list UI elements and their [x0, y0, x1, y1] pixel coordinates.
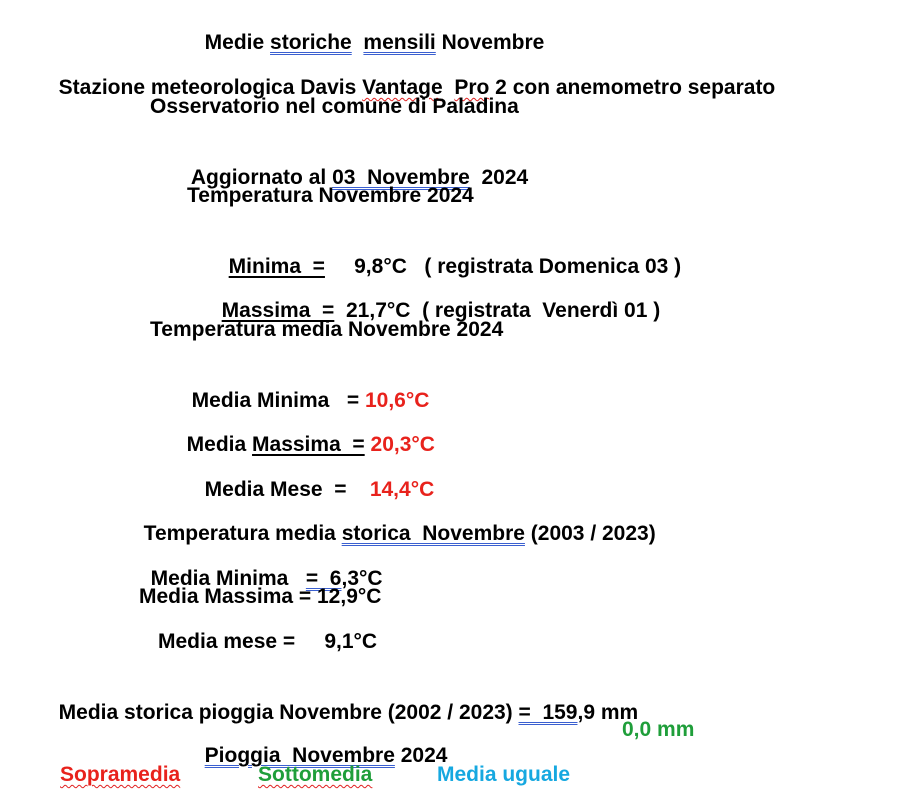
legend-equal-average: Media uguale — [437, 763, 571, 786]
station-suffix: 2 con anemometro separato — [489, 76, 776, 99]
current-avg-max-value: 20,3°C — [364, 433, 435, 456]
historical-max-line: Media Massima = 12,9°C — [139, 585, 382, 608]
current-rain-label: Pioggia Novembre — [204, 744, 395, 767]
station-vantage: Vantage — [362, 76, 443, 99]
station-pro: Pro — [454, 76, 490, 99]
current-avg-min-label: Media Minima = — [191, 389, 365, 412]
current-temp-heading: Temperatura Novembre 2024 — [187, 184, 474, 207]
title-mensili: mensili — [363, 31, 436, 54]
current-min-value: 9,8°C ( registrata Domenica 03 ) — [324, 255, 682, 278]
current-avg-month-label: Media Mese = — [204, 478, 370, 501]
historical-month-line: Media mese = 9,1°C — [158, 630, 378, 653]
current-max-label: Massima = — [221, 299, 335, 322]
historical-min-label: Media Minima — [150, 567, 306, 590]
legend-below-average: Sottomedia — [258, 763, 373, 786]
legend-above-average: Sopramedia — [60, 763, 181, 786]
historical-heading-prefix: Temperatura media — [143, 522, 342, 545]
updated-year: 2024 — [469, 166, 529, 189]
updated-date: 03 Novembre — [332, 166, 470, 189]
current-avg-month-value: 14,4°C — [369, 478, 435, 501]
current-min-label: Minima = — [228, 255, 325, 278]
historical-rain-suffix: ,9 mm — [577, 701, 639, 724]
historical-heading-storica: storica Novembre — [341, 522, 525, 545]
current-avg-max-label: Massima = — [252, 433, 365, 456]
observatory-line: Osservatorio nel comune di Paladina — [150, 95, 519, 118]
current-avg-max-prefix: Media — [186, 433, 253, 456]
updated-prefix: Aggiornato al — [190, 166, 333, 189]
historical-rain-prefix: Media storica pioggia Novembre (2002 / 2023) — [58, 701, 519, 724]
title-month: Novembre — [435, 31, 545, 54]
historical-heading-suffix: (2003 / 2023) — [524, 522, 656, 545]
title-prefix: Medie — [204, 31, 271, 54]
title-storiche: storiche — [270, 31, 352, 54]
current-avg-heading: Temperatura media Novembre 2024 — [150, 318, 504, 341]
current-max-value: 21,7°C ( registrata Venerdì 01 ) — [334, 299, 661, 322]
current-rain-value: 0,0 mm — [622, 718, 695, 741]
historical-rain-eq: = 159 — [518, 701, 578, 724]
historical-min-value: ,3°C — [341, 567, 383, 590]
current-rain-year: 2024 — [394, 744, 448, 767]
current-avg-min-value: 10,6°C — [364, 389, 430, 412]
historical-min-eq: = 6 — [305, 567, 342, 590]
station-prefix: Stazione meteorologica Davis — [58, 76, 363, 99]
